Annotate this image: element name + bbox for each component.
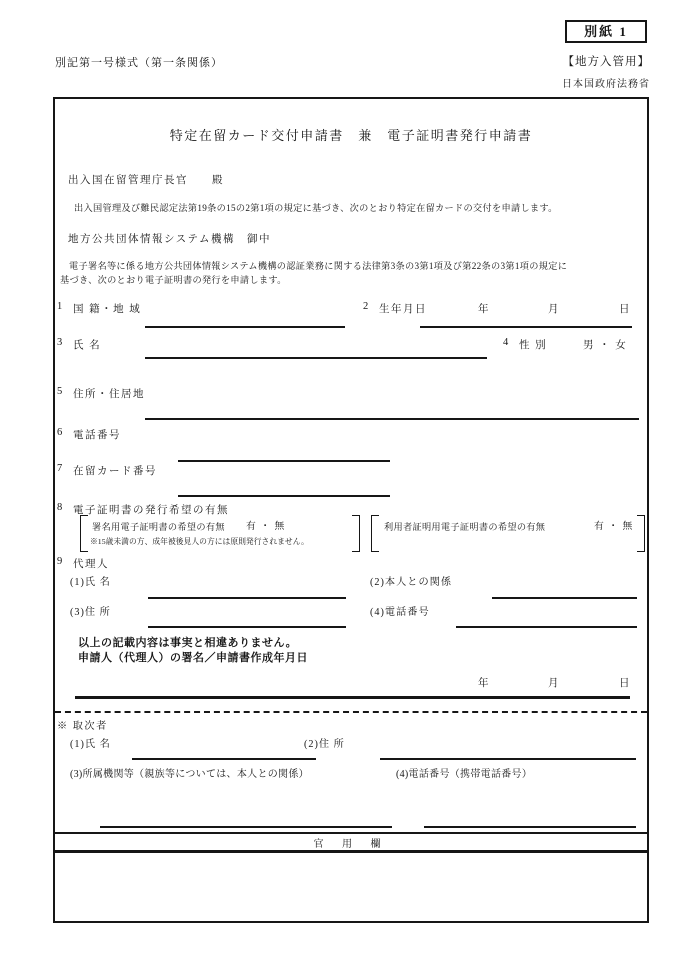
agency-name-label: (1)氏 名 bbox=[70, 739, 111, 750]
field-3-label: 氏 名 bbox=[73, 340, 102, 351]
birthdate-year-label: 年 bbox=[478, 304, 490, 315]
signature-cert-label: 署名用電子証明書の希望の有無 bbox=[92, 522, 225, 532]
user-cert-label: 利用者証明用電子証明書の希望の有無 bbox=[384, 522, 546, 532]
field-7-number: 7 bbox=[57, 463, 64, 474]
immigration-law-clause: 出入国管理及び難民認定法第19条の15の2第1項の規定に基づき、次のとおり特定在留カードの交付を申請します。 bbox=[74, 203, 558, 213]
field-1-label: 国 籍・地 域 bbox=[73, 304, 142, 315]
field-9-number: 9 bbox=[57, 556, 64, 567]
field-4-label: 性 別 bbox=[519, 340, 548, 351]
user-cert-options[interactable]: 有 ・ 無 bbox=[594, 521, 634, 532]
signature-input-line[interactable] bbox=[75, 696, 630, 699]
agent-address-input-line[interactable] bbox=[148, 626, 346, 628]
agent-name-input-line[interactable] bbox=[148, 597, 346, 599]
field-6-label: 電話番号 bbox=[73, 430, 121, 441]
user-cert-bracket-right bbox=[637, 515, 645, 552]
agency-name-input-line[interactable] bbox=[132, 758, 316, 760]
dashed-separator bbox=[55, 711, 647, 713]
field-7-label: 在留カード番号 bbox=[73, 466, 157, 477]
name-input-line[interactable] bbox=[145, 357, 487, 359]
signature-month-label: 月 bbox=[548, 678, 560, 689]
agent-phone-input-line[interactable] bbox=[456, 626, 637, 628]
field-5-label: 住所・住居地 bbox=[73, 389, 145, 400]
agency-phone-input-line[interactable] bbox=[424, 826, 636, 828]
agency-org-input-line[interactable] bbox=[100, 826, 392, 828]
addressee-jlis: 地方公共団体情報システム機構 御中 bbox=[68, 234, 271, 245]
agent-relation-input-line[interactable] bbox=[492, 597, 637, 599]
agency-address-input-line[interactable] bbox=[380, 758, 636, 760]
field-3-number: 3 bbox=[57, 337, 64, 348]
sex-options[interactable]: 男 ・ 女 bbox=[583, 340, 628, 351]
signature-cert-options[interactable]: 有 ・ 無 bbox=[246, 521, 286, 532]
agent-address-label: (3)住 所 bbox=[70, 607, 111, 618]
signature-year-label: 年 bbox=[478, 678, 490, 689]
field-9-label: 代理人 bbox=[73, 559, 109, 570]
field-6-number: 6 bbox=[57, 427, 64, 438]
official-use-label: 官 用 欄 bbox=[313, 839, 389, 850]
agency-section-header: ※ 取次者 bbox=[57, 721, 108, 732]
residence-card-input-line[interactable] bbox=[178, 495, 390, 497]
ministry-label: 日本国政府法務省 bbox=[562, 79, 650, 90]
signature-cert-bracket-right bbox=[352, 515, 360, 552]
field-8-number: 8 bbox=[57, 502, 64, 513]
signature-cert-note: ※15歳未満の方、成年被後見人の方には原則発行されません。 bbox=[90, 537, 309, 546]
signature-cert-bracket-left bbox=[80, 515, 88, 552]
field-1-number: 1 bbox=[57, 301, 64, 312]
phone-input-line[interactable] bbox=[178, 460, 390, 462]
office-use-label: 【地方入管用】 bbox=[562, 56, 650, 68]
field-4-number: 4 bbox=[503, 337, 510, 348]
signature-day-label: 日 bbox=[619, 678, 631, 689]
birthdate-month-label: 月 bbox=[548, 304, 560, 315]
declaration-line1: 以上の記載内容は事実と相違ありません。 bbox=[78, 637, 298, 649]
form-title: 特定在留カード交付申請書 兼 電子証明書発行申請書 bbox=[169, 128, 533, 143]
jlis-law-clause-line2: 基づき、次のとおり電子証明書の発行を申請します。 bbox=[60, 275, 287, 285]
agency-org-label: (3)所属機関等（親族等については、本人との関係） bbox=[70, 769, 309, 780]
field-5-number: 5 bbox=[57, 386, 64, 397]
field-2-label: 生年月日 bbox=[379, 304, 427, 315]
agency-phone-label: (4)電話番号（携帯電話番号） bbox=[396, 769, 533, 780]
declaration-line2: 申請人（代理人）の署名／申請書作成年月日 bbox=[78, 652, 308, 664]
agent-relation-label: (2)本人との関係 bbox=[370, 577, 453, 588]
field-2-number: 2 bbox=[363, 301, 370, 312]
form-code: 別記第一号様式（第一条関係） bbox=[55, 57, 223, 69]
official-use-top-border bbox=[55, 832, 647, 834]
user-cert-bracket-left bbox=[371, 515, 379, 552]
nationality-input-line[interactable] bbox=[145, 326, 345, 328]
jlis-law-clause-line1: 電子署名等に係る地方公共団体情報システム機構の認証業務に関する法律第3条の3第1項及び第22条の3第1項の規定に bbox=[69, 261, 568, 271]
address-input-line[interactable] bbox=[145, 418, 639, 420]
agency-address-label: (2)住 所 bbox=[304, 739, 345, 750]
agent-name-label: (1)氏 名 bbox=[70, 577, 111, 588]
attachment-number-box: 別紙 1 bbox=[565, 20, 647, 43]
addressee-immigration: 出入国在留管理庁長官 殿 bbox=[68, 175, 224, 186]
birthdate-day-label: 日 bbox=[619, 304, 631, 315]
agent-phone-label: (4)電話番号 bbox=[370, 607, 430, 618]
birthdate-input-line[interactable] bbox=[420, 326, 632, 328]
field-8-label: 電子証明書の発行希望の有無 bbox=[73, 505, 229, 516]
official-use-area bbox=[55, 853, 647, 917]
